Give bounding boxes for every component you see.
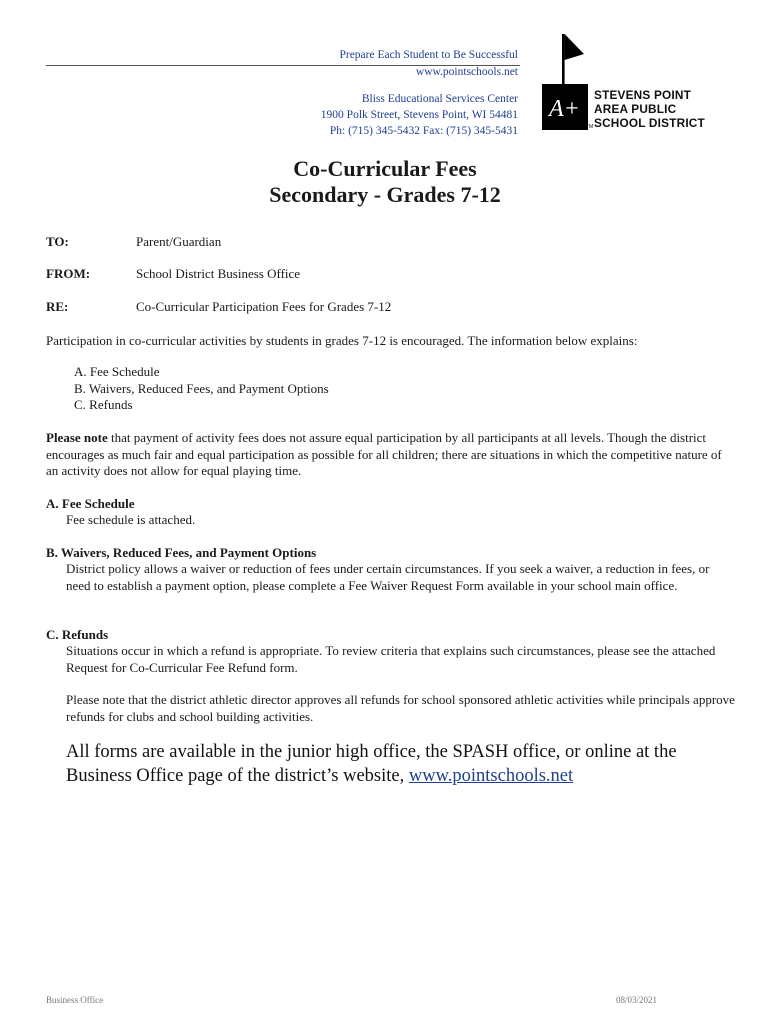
logo-line-2: AREA PUBLIC [594, 102, 677, 116]
logo-line-3: SCHOOL DISTRICT [594, 116, 705, 130]
section-c-body-2: Please note that the district athletic director approves all refunds for school sponsored athletic activities while principals approve refunds for clubs and school building activities. [66, 692, 735, 724]
section-c-body-1: Situations occur in which a refund is appropriate. To review criteria that explains such circumstances, please see the attached Request for Co-Curricular Fee Refund form. [66, 643, 716, 675]
section-c-heading: C. Refunds [46, 627, 109, 642]
flag-icon [565, 34, 584, 60]
footer-date: 08/03/2021 [616, 995, 658, 1005]
logo-wordmark [594, 88, 705, 130]
logo-trademark: TM [586, 124, 594, 130]
note-text: that payment of activity fees does not assure equal participation by all participants at all levels. Though the district encourages as much fair and equal participation as possible for all children; there are situations in which the competitive nature of an activity does not allow for equal playing time. [46, 430, 722, 479]
phone-fax: Ph: (715) 345-5432 Fax: (715) 345-5431 [329, 125, 518, 137]
section-a-body: Fee schedule is attached. [66, 512, 196, 527]
list-item: B. Waivers, Reduced Fees, and Payment Options [74, 380, 329, 396]
tagline: Prepare Each Student to Be Successful [339, 49, 518, 61]
header-website[interactable]: www.pointschools.net [415, 66, 518, 78]
to-label: TO: [46, 234, 69, 249]
page-subtitle: Secondary - Grades 7-12 [269, 182, 501, 207]
list-item: C. Refunds [74, 397, 133, 413]
list-item: A. Fee Schedule [74, 364, 160, 379]
intro-paragraph: Participation in co-curricular activities by students in grades 7-12 is encouraged. The information below explains: [46, 333, 638, 348]
logo-line-1: STEVENS POINT [594, 88, 691, 102]
section-b-heading: B. Waivers, Reduced Fees, and Payment Options [46, 545, 317, 560]
note-paragraph [46, 430, 734, 480]
closing-text: All forms are available in the junior high office, the SPASH office, or online at the Business Office page of the district’s website, [66, 742, 677, 786]
note-emphasis: Please note [46, 430, 108, 445]
org-name: Bliss Educational Services Center [361, 93, 518, 105]
website-link[interactable]: www.pointschools.net [408, 765, 574, 786]
section-a-heading: A. Fee Schedule [46, 496, 135, 511]
from-label: FROM: [46, 266, 91, 281]
page-title: Co-Curricular Fees [293, 156, 477, 181]
section-b-body: District policy allows a waiver or reduction of fees under certain circumstances. If you seek a waiver, a reduction in fees, or need to establish a payment option, please complete a Fee Waiver Request Form available in your school main office. [66, 561, 710, 593]
header-address-block [321, 91, 518, 139]
closing-statement [66, 741, 746, 788]
street-address: 1900 Polk Street, Stevens Point, WI 54481 [320, 109, 518, 121]
re-value: Co-Curricular Participation Fees for Grades 7-12 [136, 299, 392, 314]
re-label: RE: [46, 299, 69, 314]
logo-mark: A+ [549, 96, 580, 122]
from-value: School District Business Office [136, 266, 301, 281]
to-value: Parent/Guardian [136, 234, 222, 249]
footer-department: Business Office [46, 995, 104, 1005]
outline-list [74, 364, 329, 414]
